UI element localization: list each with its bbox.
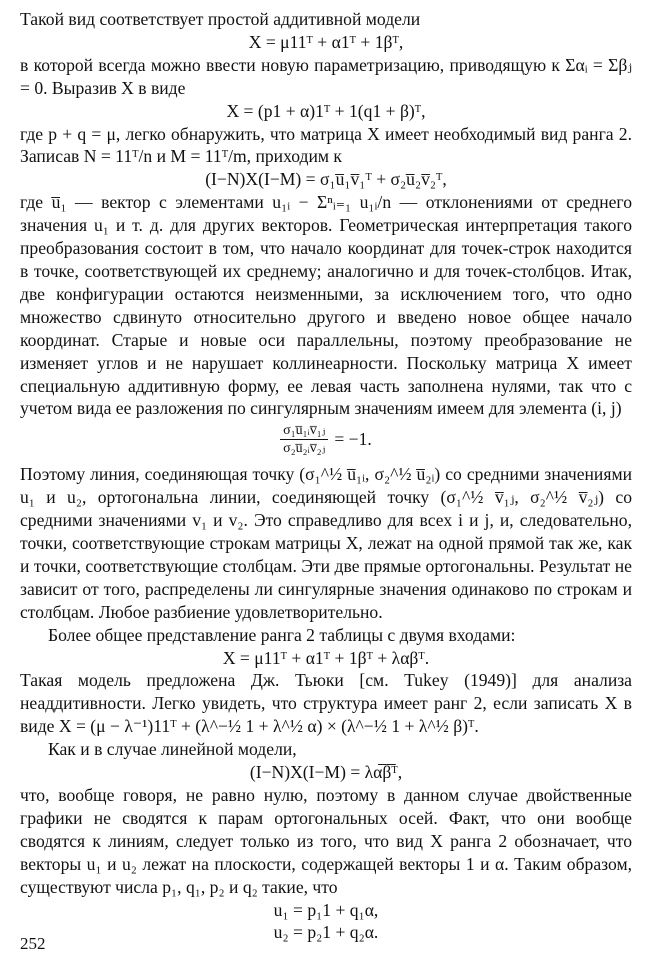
equation-rank2-general: X = μ11ᵀ + α1ᵀ + 1βᵀ + λαβᵀ. — [222, 647, 430, 668]
equation-u1: u₁ = p₁1 + q₁α, — [273, 899, 379, 920]
paragraph-8: Как и в случае линейной модели, — [48, 739, 297, 760]
fraction-numerator: σ₁u̅₁ᵢv̅₁ⱼ — [280, 422, 328, 440]
paragraph-1: Такой вид соответствует простой аддитивной модели — [20, 9, 421, 29]
paragraph-5: Поэтому линия, соединяющая точку (σ₁^½ u̅₁ᵢ, σ₂^½ u̅₂ᵢ) со средними значениями u₁ и u₂, ортогональна линии, соединяющей точку (σ₁^½ v̅₁ⱼ, σ₂^½ v̅₂ⱼ) со средними значениями v₁ и v₂. Это справедливо для всех i и j, и, следовательно, точки, соответствующие строкам матрицы X, лежат на одной прямой так же, как и точки, соответствующие столбцам. Эти две прямые ортогональны. Результат не зависит от того, распределены ли сингулярные значения одинаково по строкам и столбцам. Любое разбиение удовлетворительно. — [20, 464, 632, 622]
equation-tukey-centered: (I−N)X(I−M) = λα̅β̅ᵀ, — [249, 762, 403, 783]
page-number: 252 — [20, 934, 46, 953]
paragraph-3: где p + q = μ, легко обнаружить, что матрица X имеет необходимый вид ранга 2. Записав N = 11ᵀ/n и M = 11ᵀ/m, приходим к — [20, 123, 632, 167]
equation-additive-model: X = μ11ᵀ + α1ᵀ + 1βᵀ, — [248, 31, 404, 52]
fraction — [280, 422, 328, 457]
paragraph-2: в которой всегда можно ввести новую параметризацию, приводящую к Σαᵢ = Σβⱼ = 0. Выразив X в виде — [20, 54, 632, 98]
fraction-denominator: σ₂u̅₂ᵢv̅₂ⱼ — [283, 441, 326, 457]
equation-ratio — [20, 422, 632, 457]
paragraph-7: Такая модель предложена Дж. Тьюки [см. Tukey (1949)] для анализа неаддитивности. Легко увидеть, что структура имеет ранг 2, если записать X в виде X = (μ − λ⁻¹)11ᵀ + (λ^−½ 1 + λ^½ α) × (λ^−½ 1 + λ^½ β)ᵀ. — [20, 670, 632, 737]
page-content — [20, 8, 632, 944]
paragraph-9: что, вообще говоря, не равно нулю, поэтому в данном случае двойственные графики не сводятся к парам ортогональных осей. Факт, что они вообще сводятся к линиям, следует только из того, что вид X ранга 2 обозначает, что векторы u₁ и u₂ лежат на плоскости, содержащей векторы 1 и α. Таким образом, существуют числа p₁, q₁, p₂ и q₂ такие, что — [20, 785, 632, 897]
paragraph-4: где u̅₁ — вектор с элементами u₁ᵢ − Σⁿᵢ₌₁ u₁ᵢ/n — отклонениями от среднего значения u₁ и т. д. для других векторов. Геометрическая интерпретация такого преобразования состоит в том, что начало координат для точек-строк находится в точке, соответствующей их среднему; аналогично и для точек-столбцов. Итак, две конфигурации остаются неизменными, за исключением того, что одно множество сдвинуто относительно другого и введено новое общее начало координат. Старые и новые оси параллельны, поэтому преобразование не изменяет углов и не нарушает коллинеарности. Поскольку матрица X имеет специальную аддитивную форму, ее левая часть заполнена нулями, так что с учетом вида ее разложения по сингулярным значениям имеем для элемента (i, j) — [20, 192, 632, 419]
fraction-result: = −1. — [334, 429, 372, 450]
paragraph-6: Более общее представление ранга 2 таблицы с двумя входами: — [48, 624, 516, 645]
equation-reparametrization: X = (p1 + α)1ᵀ + 1(q1 + β)ᵀ, — [226, 100, 426, 121]
equation-centered-svd: (I−N)X(I−M) = σ₁u̅₁v̅₁ᵀ + σ₂u̅₂v̅₂ᵀ, — [205, 169, 447, 190]
equation-u2: u₂ = p₂1 + q₂α. — [273, 922, 379, 943]
